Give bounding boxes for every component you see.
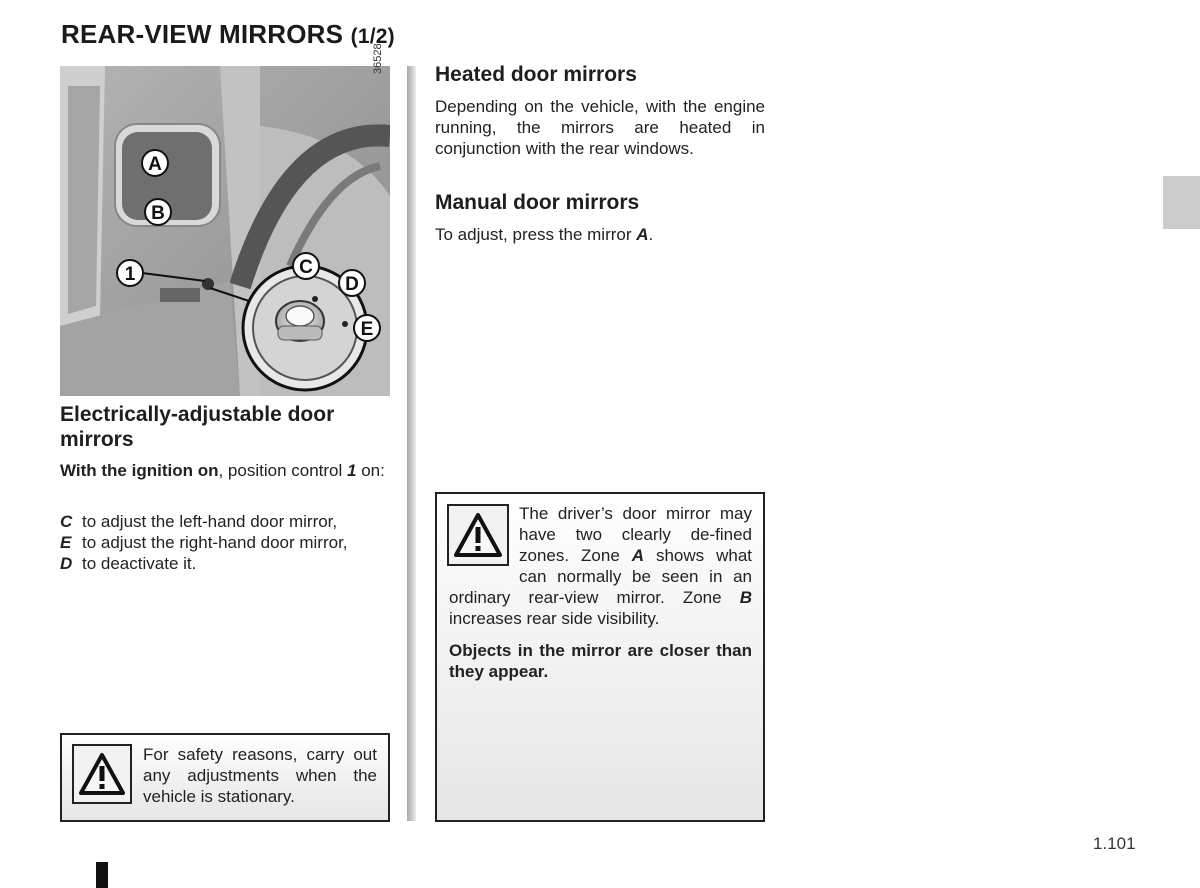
- heated-mirrors-heading: Heated door mirrors: [435, 63, 637, 86]
- photo-reference-number: 36528: [372, 43, 384, 74]
- list-text: to adjust the right-hand door mirror,: [82, 533, 348, 552]
- callout-c: C: [299, 257, 313, 278]
- callout-e: E: [360, 319, 374, 340]
- zones-text-c: increases rear side visibility.: [449, 609, 660, 628]
- callout-d: D: [345, 274, 359, 295]
- zones-text-b: shows what can normally be seen in an ordinary rear-view mirror. Zone: [449, 546, 753, 607]
- page-title-main: REAR-VIEW MIRRORS: [61, 19, 344, 49]
- list-text: to deactivate it.: [82, 554, 197, 573]
- mirror-control-photo: [60, 66, 390, 396]
- safety-note-text: For safety reasons, carry out any adjustments when the vehicle is stationary.: [143, 745, 377, 806]
- manual-text-a: To adjust, press the mirror: [435, 225, 637, 244]
- zones-text-a: The driver’s door mirror may have two clearly de-fined zones. Zone: [519, 504, 752, 565]
- intro-bold: With the ignition on: [60, 461, 219, 480]
- page-title: [61, 19, 395, 50]
- zones-key-b: B: [739, 588, 752, 607]
- list-item: [60, 553, 400, 574]
- callout-1: 1: [124, 264, 136, 285]
- electric-mirrors-heading: Electrically-adjustable door mirrors: [60, 403, 335, 451]
- list-key: E: [60, 533, 72, 552]
- manual-key: A: [636, 225, 649, 244]
- heated-mirrors-text: Depending on the vehicle, with the engine running, the mirrors are heated in conjunction with the rear windows.: [435, 97, 765, 158]
- mirror-zones-text: [449, 503, 752, 629]
- manual-mirrors-heading: Manual door mirrors: [435, 191, 640, 214]
- list-item: [60, 532, 400, 553]
- mirror-zones-note: [435, 492, 765, 822]
- intro-key: 1: [347, 461, 357, 480]
- zones-key-a: A: [631, 546, 645, 565]
- list-item: [60, 511, 400, 532]
- mirror-closer-warning: Objects in the mirror are closer than they appear.: [449, 641, 752, 681]
- list-key: D: [60, 554, 73, 573]
- intro-text-b: on:: [356, 461, 385, 480]
- manual-mirrors-text: [435, 224, 765, 245]
- list-key: C: [60, 512, 73, 531]
- safety-note: [60, 733, 390, 822]
- section-thumb-tab: [1163, 176, 1200, 229]
- list-text: to adjust the left-hand door mirror,: [82, 512, 338, 531]
- callout-b: B: [151, 203, 165, 224]
- electric-mirrors-intro: [60, 460, 392, 481]
- column-divider: [407, 66, 416, 821]
- intro-text-a: , position control: [218, 461, 347, 480]
- control-position-list: [60, 511, 400, 574]
- page-title-part: (1/2): [350, 25, 395, 48]
- callout-a: A: [148, 154, 162, 175]
- page-number: 1.101: [1093, 834, 1136, 853]
- print-corner-mark: [96, 862, 108, 888]
- manual-text-b: .: [648, 225, 654, 244]
- warning-triangle-icon: [72, 744, 132, 804]
